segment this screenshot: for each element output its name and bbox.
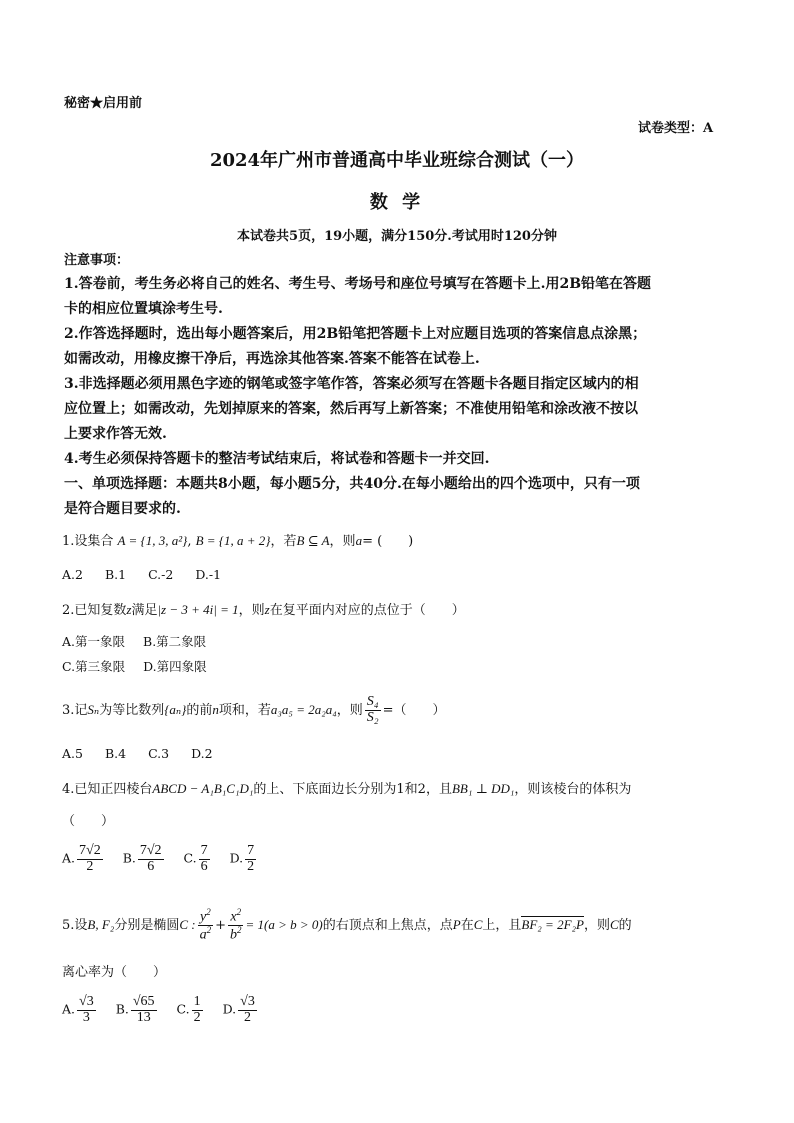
q3-option-a: A.5: [62, 746, 83, 761]
q4-option-b-label: B.: [122, 850, 136, 866]
q5-ellipse-c: C: [473, 917, 483, 932]
q4-option-b: [123, 844, 166, 874]
q5-term1-den: $a^2$: [199, 925, 212, 943]
q5-option-d-den: 2: [244, 1009, 252, 1025]
q5-option-a: [62, 995, 98, 1025]
q5-ellipse-term-1: [198, 908, 214, 944]
q4-option-d-den: 2: [247, 858, 255, 874]
q2-var-2: z: [264, 602, 270, 617]
q2-condition: |z − 3 + 4i| = 1: [157, 602, 239, 617]
q3-n: n: [212, 702, 219, 717]
q4-answer-paren: （ ）: [62, 814, 115, 829]
note-2-line-1: 2.作答选择题时，选出每小题答案后，用2B铅笔把答题卡上对应题目选项的答案信息点涂黑；: [64, 326, 647, 342]
q5-term1-num: $y^2$: [198, 908, 214, 926]
q2-text-2: 满足: [131, 603, 158, 618]
q5-option-a-label: A.: [62, 1001, 76, 1017]
q5-option-c: [177, 995, 205, 1025]
q4-option-b-num: 7√2: [139, 843, 162, 858]
q5-option-d-frac: [238, 995, 257, 1025]
q1-text-4: = ( ): [362, 534, 414, 549]
note-3-line-1: 3.非选择题必须用黑色字迹的钢笔或签字笔作答，答案必须写在答题卡各题目指定区域内的相: [64, 376, 639, 392]
q5-option-c-label: C.: [176, 1001, 190, 1017]
q4-option-d-label: D.: [229, 850, 244, 866]
q3-text: 3.记: [62, 703, 88, 718]
q5-option-b: [116, 995, 159, 1025]
q5-text-4: 在: [460, 918, 474, 933]
q4-text: 4.已知正四棱台: [62, 782, 153, 797]
q4-option-c-label: C.: [183, 850, 197, 866]
q1-options: [62, 567, 239, 582]
q3-text-2: 为等比数列: [99, 703, 165, 718]
q5-text-5: 上，且: [482, 918, 522, 933]
q2-options-row-1: [62, 632, 224, 650]
q4-option-c-num: 7: [200, 843, 208, 858]
q1-option-d: D.-1: [195, 567, 222, 582]
q4-option-b-den: 6: [147, 858, 155, 874]
q5-option-d-num: √3: [240, 994, 255, 1009]
page-title: 2024年广州市普通高中毕业班综合测试（一）: [209, 150, 585, 171]
q4-condition: BB₁ ⊥ DD₁: [451, 781, 515, 796]
note-2-line-2: 如需改动，用橡皮擦干净后，再选涂其他答案.答案不能答在试卷上.: [64, 351, 480, 367]
q3-condition: a₃a₅ = 2a₂a₄: [270, 702, 337, 717]
q5-option-b-num: √65: [132, 994, 155, 1009]
q4-option-a-label: A.: [62, 850, 76, 866]
q3-option-d: D.2: [191, 746, 213, 761]
q3-fraction: [365, 695, 381, 725]
question-3: [62, 690, 446, 731]
exam-info: 本试卷共5页，19小题，满分150分.考试用时120分钟: [237, 229, 557, 244]
q5-option-b-frac: [131, 995, 157, 1025]
q5-option-b-label: B.: [115, 1001, 129, 1017]
q1-set-a: A = {1, 3, a²}: [117, 533, 188, 548]
q1-option-c: C.-2: [148, 567, 174, 582]
q5-option-d-label: D.: [222, 1001, 237, 1017]
q3-text-5: ，则: [336, 703, 363, 718]
q3-sequence: {aₙ}: [164, 702, 187, 717]
q2-option-d: D.第四象限: [143, 659, 207, 674]
q4-option-a-den: 2: [86, 858, 94, 874]
note-3-line-3: 上要求作答无效.: [64, 426, 167, 442]
q3-frac-num: S₄: [366, 694, 379, 710]
q5-option-c-den: 2: [193, 1009, 201, 1025]
subject-title: 数 学: [369, 192, 425, 213]
q2-option-a: A.第一象限: [62, 634, 126, 649]
q2-var: z: [126, 602, 132, 617]
note-1-line-2: 卡的相应位置填涂考生号.: [64, 301, 223, 317]
q5-term2-num: $x^2$: [228, 908, 244, 926]
q5-option-a-num: √3: [79, 994, 94, 1009]
q4-text-3: ，则该棱台的体积为: [514, 782, 632, 797]
q1-text: 1.设集合: [62, 534, 114, 549]
q5-ellipse-term-2: [228, 908, 244, 944]
q4-option-c-frac: [199, 844, 210, 874]
note-1-line-1: 1.答卷前，考生务必将自己的姓名、考生号、考场号和座位号填写在答题卡上.用2B铅笔在答题: [64, 276, 652, 292]
secret-label: 秘密★启用前: [64, 96, 143, 111]
q2-option-b: B.第二象限: [143, 634, 207, 649]
q5-option-a-frac: [77, 995, 96, 1025]
q5-ellipse-c-2: C: [609, 917, 619, 932]
q5-option-a-den: 3: [82, 1009, 90, 1025]
notes-title: 注意事项：: [64, 253, 130, 268]
q5-option-b-den: 13: [136, 1009, 151, 1025]
q4-option-b-frac: [138, 844, 164, 874]
note-4-line-1: 4.考生必须保持答题卡的整洁考试结束后，将试卷和答题卡一并交回.: [64, 451, 490, 467]
question-4: [62, 778, 631, 797]
q5-point-p: P: [452, 917, 461, 932]
q5-text-continued: 离心率为（ ）: [62, 965, 167, 980]
q1-var: a: [355, 533, 363, 548]
q4-options: [62, 844, 272, 874]
q2-text-3: ，则: [238, 603, 265, 618]
q4-option-c-den: 6: [200, 858, 208, 874]
note-3-line-2: 应位置上；如需改动，先划掉原来的答案，然后再写上新答案；不准使用铅笔和涂改液不按以: [64, 401, 638, 417]
q5-points: B, F₂: [87, 917, 115, 932]
q5-text-3: 的右顶点和上焦点，点: [322, 918, 453, 933]
q4-option-d-frac: [245, 844, 256, 874]
q1-option-a: A.2: [62, 567, 83, 582]
q2-option-c: C.第三象限: [62, 659, 126, 674]
q5-option-c-frac: [192, 995, 203, 1025]
q1-text-3: ，则: [329, 534, 356, 549]
q5-text-7: 的: [618, 918, 632, 933]
q5-vector-condition: BF₂ = 2F₂P: [521, 917, 584, 932]
q4-option-a-num: 7√2: [79, 843, 101, 858]
q5-text-6: ，则: [583, 918, 610, 933]
q3-option-b: B.4: [104, 746, 127, 761]
question-5: 5.设B, F₂分别是椭圆C : $\frac{y^2}{a^2}$ + $\frac{x^2}{b^2}$ = 1(a > b > 0)的右顶点和上焦点，点P在C上，且BF₂ = 2F₂P，则C的: [62, 906, 632, 943]
q5-ellipse-rest: = 1(a > b > 0): [245, 917, 323, 932]
q5-option-c-num: 1: [193, 994, 201, 1009]
q2-options-row-2: [62, 657, 225, 675]
q3-text-3: 的前: [186, 703, 213, 718]
q3-option-c: C.3: [148, 746, 170, 761]
q1-option-b: B.1: [104, 567, 127, 582]
question-1: 1.设集合 A = {1, 3, a²}, B = {1, a + 2}，若B ⊆ A，则a= ( ): [62, 533, 414, 549]
q4-text-2: 的上、下底面边长分别为1和2，且: [253, 782, 452, 797]
paper-type: 试卷类型：A: [638, 121, 714, 136]
q1-set-b: B = {1, a + 2}: [195, 533, 271, 548]
q1-text-2: ，若: [270, 534, 297, 549]
q5-option-d: [223, 995, 259, 1025]
q4-option-d: [230, 844, 259, 874]
q1-condition: B ⊆ A: [296, 533, 330, 548]
q5-text: 5.设: [62, 918, 88, 933]
q3-text-4: 项和，若: [218, 703, 271, 718]
section-1-heading: 一、单项选择题：本题共8小题，每小题5分，共40分.在每小题给出的四个选项中，只有一项: [64, 476, 640, 492]
q5-term2-den: $b^2$: [229, 925, 242, 943]
q3-frac-den: S₂: [366, 710, 379, 725]
q3-text-6: =（ ）: [382, 703, 446, 718]
q4-option-d-num: 7: [247, 843, 255, 858]
q5-options: [62, 995, 273, 1025]
q3-sn: Sₙ: [87, 702, 100, 717]
q3-options: [62, 746, 231, 761]
q5-text-2: 分别是椭圆: [114, 918, 180, 933]
q4-frustum: ABCD − A₁B₁C₁D₁: [152, 781, 254, 796]
q2-text: 2.已知复数: [62, 603, 127, 618]
q5-ellipse-name: C :: [179, 917, 196, 932]
section-1-heading-cont: 是符合题目要求的.: [64, 501, 181, 517]
q4-option-a-frac: [77, 844, 103, 874]
q4-option-a: [62, 844, 105, 874]
q4-option-c: [184, 844, 212, 874]
q2-text-4: 在复平面内对应的点位于（ ）: [269, 603, 465, 618]
question-2: [62, 599, 465, 618]
